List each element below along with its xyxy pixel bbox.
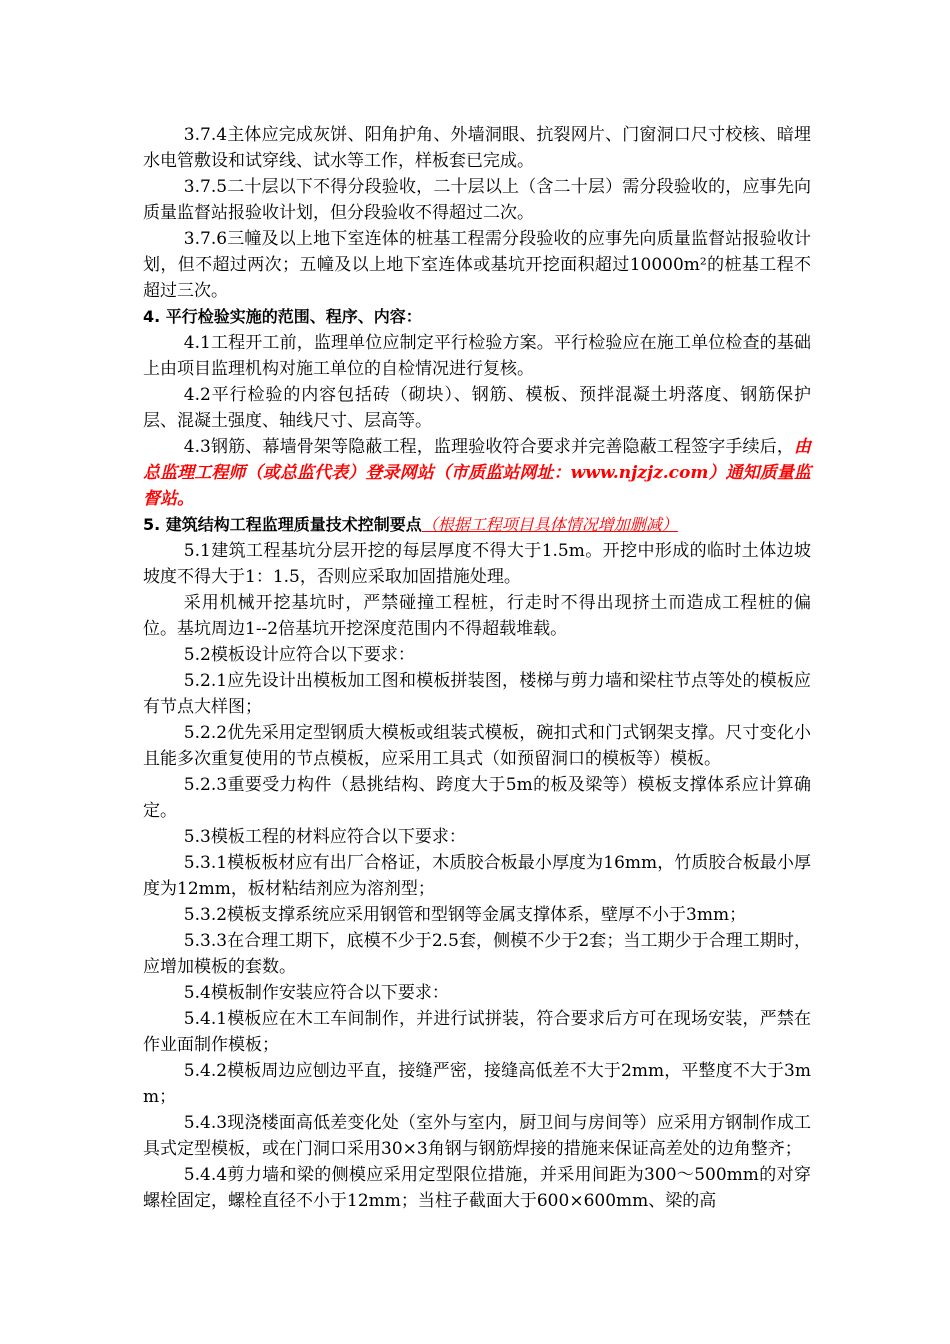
paragraph-5-2: 5.2模板设计应符合以下要求： — [183, 645, 415, 665]
section-heading-5-title: 5. 建筑结构工程监理质量技术控制要点 — [143, 515, 422, 534]
document-body — [143, 122, 811, 1214]
paragraph-5-3-3: 5.3.3在合理工期下，底模不少于2.5套，侧模不少于2套；当工期少于合理工期时，应增加模板的套数。 — [143, 931, 811, 977]
paragraph-5-4: 5.4模板制作安装应符合以下要求： — [183, 983, 449, 1003]
paragraph-5-1-excavation: 采用机械开挖基坑时，严禁碰撞工程桩，行走时不得出现挤土而造成工程桩的偏位。基坑周边1--2倍基坑开挖深度范围内不得超载堆载。 — [143, 593, 811, 639]
paragraph-5-4-3: 5.4.3现浇楼面高低差变化处（室外与室内，厨卫间与房间等）应采用方钢制作成工具式定型模板，或在门洞口采用30×3角钢与钢筋焊接的措施来保证高差处的边角整齐； — [143, 1113, 811, 1159]
paragraph-4-3 — [143, 434, 811, 512]
paragraph-4-3-text: 4.3钢筋、幕墙骨架等隐蔽工程，监理验收符合要求并完善隐蔽工程签字手续后， — [183, 437, 794, 457]
paragraph-5-2-3: 5.2.3重要受力构件（悬挑结构、跨度大于5m的板及梁等）模板支撑体系应计算确定。 — [143, 775, 811, 821]
paragraph-5-3: 5.3模板工程的材料应符合以下要求： — [183, 827, 466, 847]
section-heading-5 — [143, 512, 811, 538]
paragraph-3-7-5: 3.7.5二十层以下不得分段验收，二十层以上（含二十层）需分段验收的，应事先向质量监督站报验收计划，但分段验收不得超过二次。 — [143, 177, 811, 223]
paragraph-5-4-4: 5.4.4剪力墙和梁的侧模应采用定型限位措施，并采用间距为300～500mm的对穿螺栓固定，螺栓直径不小于12mm；当柱子截面大于600×600mm、梁的高 — [143, 1165, 811, 1211]
paragraph-5-4-1: 5.4.1模板应在木工车间制作，并进行试拼装，符合要求后方可在现场安装，严禁在作业面制作模板； — [143, 1009, 811, 1055]
section-heading-5-note: （根据工程项目具体情况增加删减） — [421, 515, 678, 534]
paragraph-5-3-2: 5.3.2模板支撑系统应采用钢管和型钢等金属支撑体系，壁厚不小于3mm； — [183, 905, 747, 925]
paragraph-5-1: 5.1建筑工程基坑分层开挖的每层厚度不得大于1.5m。开挖中形成的临时土体边坡坡度不得大于1：1.5，否则应采取加固措施处理。 — [143, 541, 811, 587]
paragraph-4-2: 4.2平行检验的内容包括砖（砌块）、钢筋、模板、预拌混凝土坍落度、钢筋保护层、混凝土强度、轴线尺寸、层高等。 — [143, 385, 811, 431]
paragraph-5-2-2: 5.2.2优先采用定型钢质大模板或组装式模板，碗扣式和门式钢架支撑。尺寸变化小且能多次重复使用的节点模板，应采用工具式（如预留洞口的模板等）模板。 — [143, 723, 811, 769]
paragraph-5-2-1: 5.2.1应先设计出模板加工图和模板拼装图，楼梯与剪力墙和梁柱节点等处的模板应有节点大样图； — [143, 671, 811, 717]
paragraph-5-4-2: 5.4.2模板周边应刨边平直，接缝严密，接缝高低差不大于2mm，平整度不大于3mm； — [143, 1061, 811, 1107]
paragraph-4-3-highlight: 由总监理工程师（或总监代表）登录网站（市质监站网址：www.njzjz.com）通知质量监督站。 — [143, 437, 811, 509]
paragraph-4-1: 4.1工程开工前，监理单位应制定平行检验方案。平行检验应在施工单位检查的基础上由项目监理机构对施工单位的自检情况进行复核。 — [143, 333, 811, 379]
paragraph-3-7-6: 3.7.6三幢及以上地下室连体的桩基工程需分段验收的应事先向质量监督站报验收计划，但不超过两次；五幢及以上地下室连体或基坑开挖面积超过10000m²的桩基工程不超过三次。 — [143, 229, 811, 301]
paragraph-3-7-4: 3.7.4主体应完成灰饼、阳角护角、外墙洞眼、抗裂网片、门窗洞口尺寸校核、暗埋水电管敷设和试穿线、试水等工作，样板套已完成。 — [143, 125, 811, 171]
section-heading-4: 4. 平行检验实施的范围、程序、内容： — [143, 307, 422, 326]
paragraph-5-3-1: 5.3.1模板板材应有出厂合格证，木质胶合板最小厚度为16mm，竹质胶合板最小厚度为12mm，板材粘结剂应为溶剂型； — [143, 853, 811, 899]
